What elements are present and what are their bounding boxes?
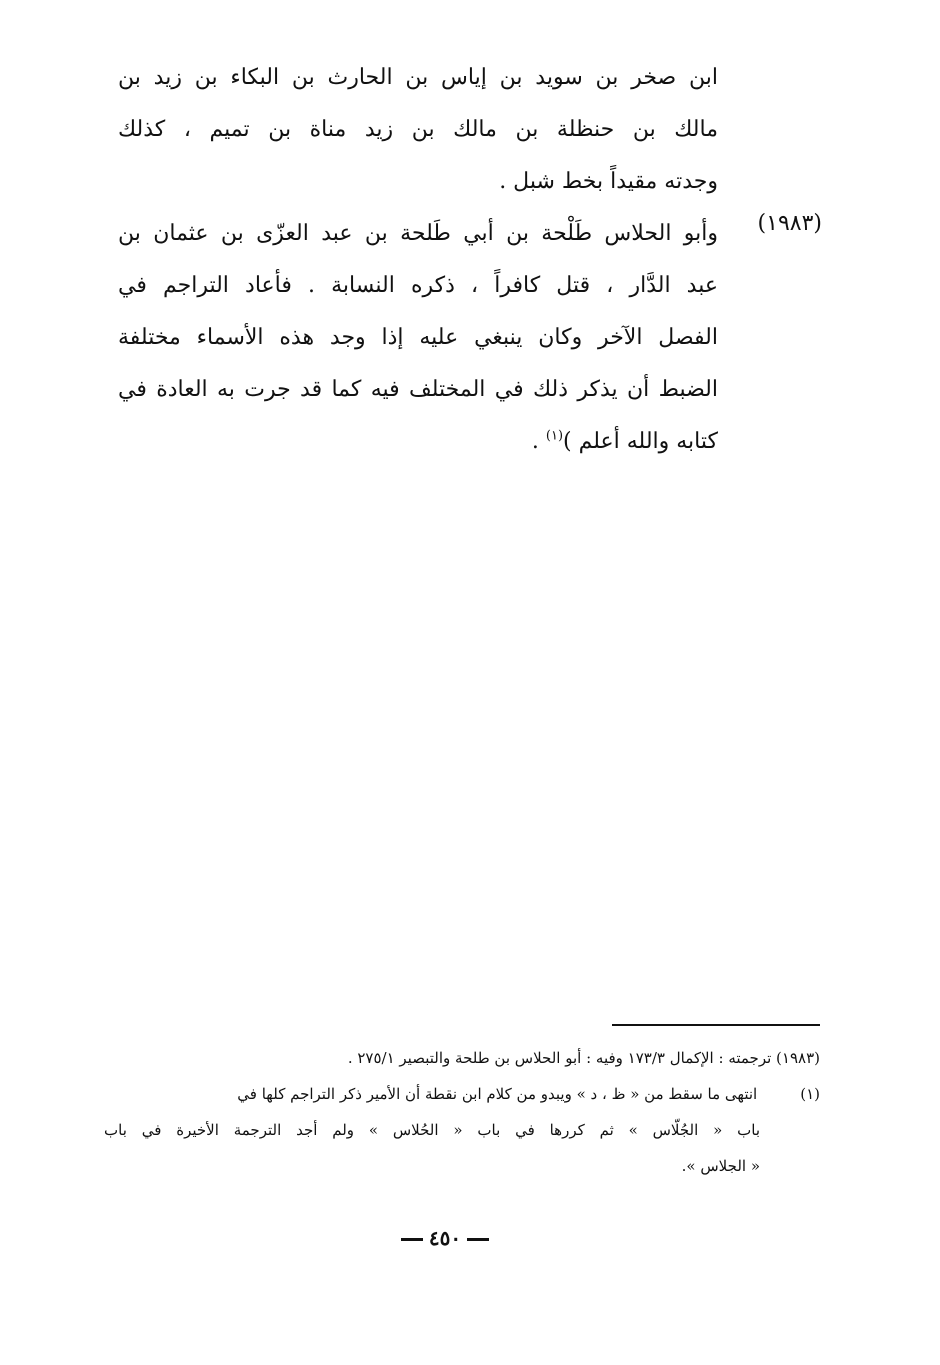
text-line: ابن صخر بن سويد بن إياس بن الحارث بن البكاء بن زيد بن: [118, 65, 718, 90]
text-line: وأبو الحلاس طَلْحة بن أبي طَلحة بن عبد العزّى بن عثمان بن: [118, 221, 718, 246]
final-text: كتابه والله أعلم ): [563, 429, 718, 454]
footnote-marker: (١): [800, 1085, 820, 1103]
footnote-1-line-1: [60, 1076, 820, 1112]
footnote-text: انتهى ما سقط من « ظ ، د » ويبدو من كلام ابن نقطة أن الأمير ذكر التراجم كلها في: [237, 1085, 758, 1103]
footnote-line: باب « الجُلّاس » ثم كررها في باب « الحُلاس » ولم أجد الترجمة الأخيرة في باب: [104, 1121, 760, 1139]
text-line: مالك بن حنظلة بن مالك بن زيد مناة بن تميم ، كذلك: [118, 117, 718, 142]
dash-decoration: [467, 1238, 489, 1241]
text-line: الفصل الآخر وكان ينبغي عليه إذا وجد هذه الأسماء مختلفة: [118, 325, 718, 350]
footnote-reference: (١): [545, 428, 564, 444]
final-period: .: [531, 429, 546, 454]
footnote-divider: [612, 1024, 820, 1026]
text-line-final: [118, 416, 718, 468]
footnote-line: « الجلاس ».: [681, 1157, 760, 1175]
text-line: وجدته مقيداً بخط شبل .: [499, 169, 718, 194]
dash-decoration: [401, 1238, 423, 1241]
page-number: [380, 1218, 510, 1258]
page-number-text: ٤٥٠: [428, 1226, 462, 1250]
text-line: الضبط أن يذكر ذلك في المختلف فيه كما قد جرت به العادة في: [118, 377, 718, 402]
footnote-line: (١٩٨٣) ترجمته : الإكمال ١٧٣/٣ وفيه : أبو الحلاس بن طلحة والتبصير ٢٧٥/١ .: [347, 1049, 820, 1067]
text-line: عبد الدَّار ، قتل كافراً ، ذكره النسابة . فأعاد التراجم في: [118, 273, 718, 298]
entry-number: (١٩٨٣): [757, 211, 822, 236]
footnotes: [60, 1040, 820, 1184]
main-text: [118, 52, 718, 468]
